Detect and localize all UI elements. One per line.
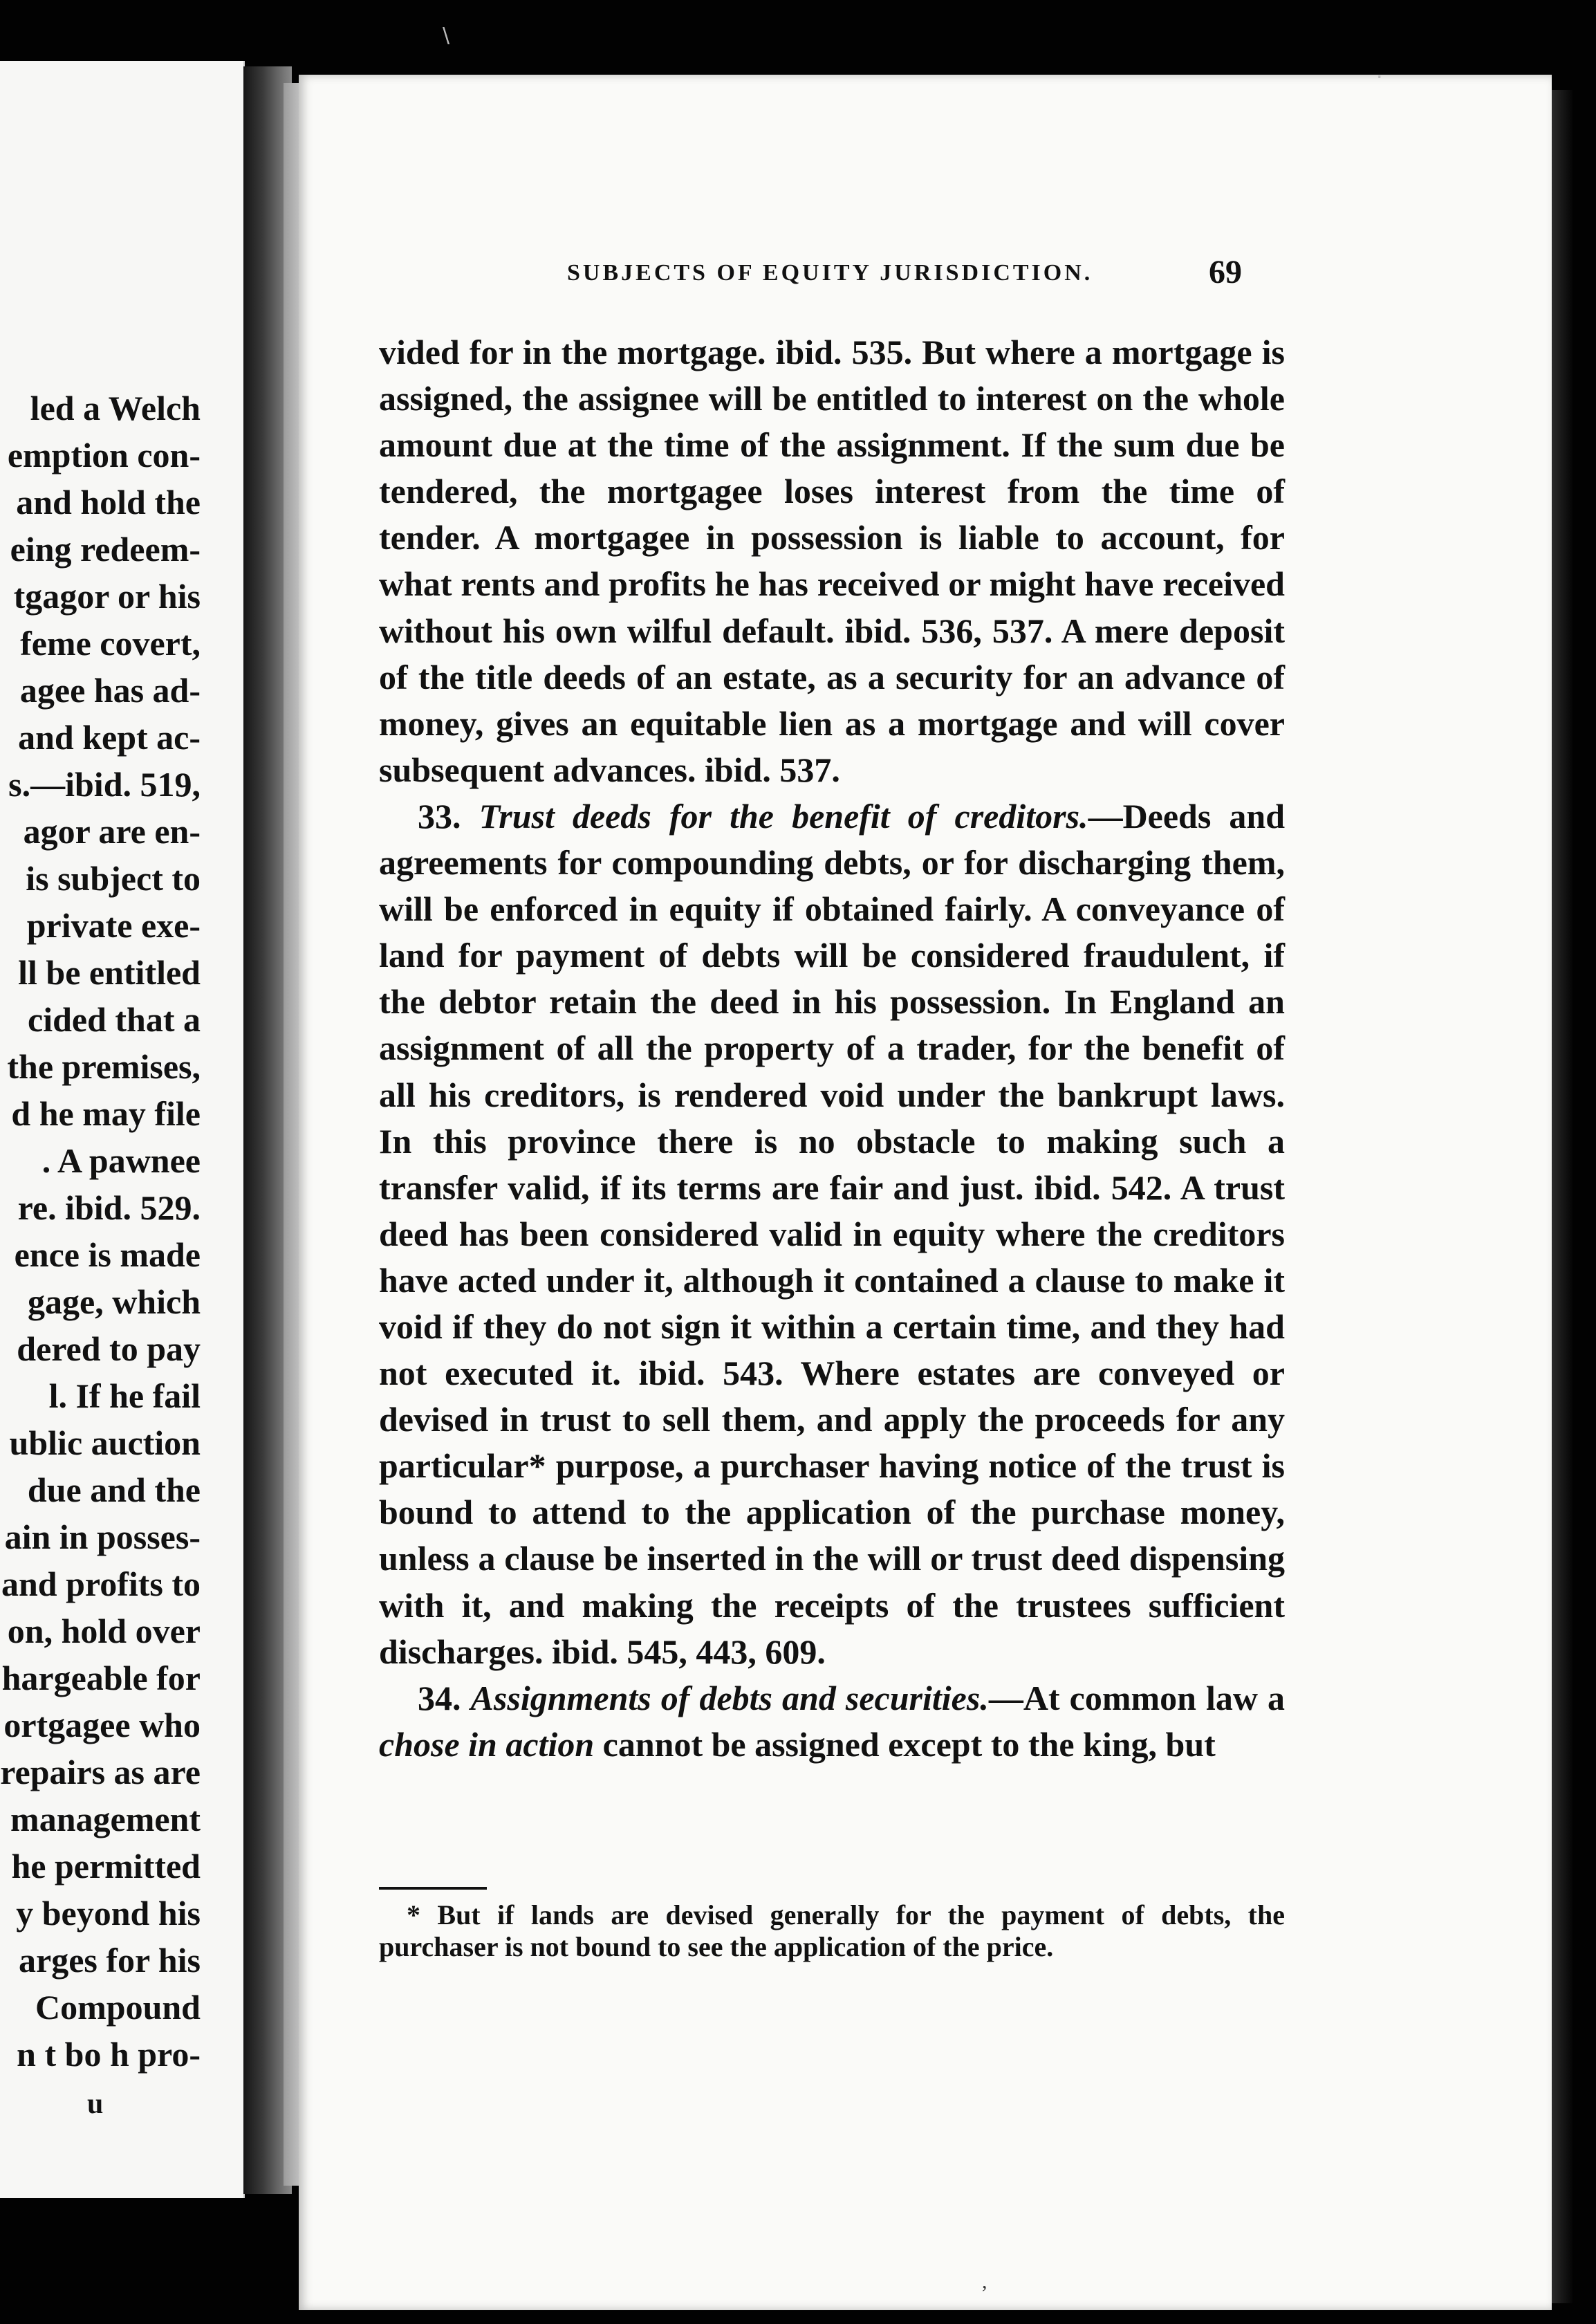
section-34	[379, 1675, 1285, 1768]
section-heading: Trust deeds for the benefit of creditors.	[479, 796, 1088, 836]
section-text: cannot be assigned except to the king, but	[594, 1724, 1216, 1764]
page-number: 69	[1209, 254, 1242, 290]
left-page-line: led a Welch	[30, 389, 201, 427]
left-page-line: hargeable for	[1, 1659, 201, 1697]
left-page-line: emption con-	[7, 436, 201, 474]
stray-mark: ,	[982, 2270, 987, 2293]
left-page-line: agee has ad-	[19, 671, 201, 710]
right-page-shadow	[1552, 90, 1572, 2303]
left-page-line: n t bo h pro-	[17, 2035, 201, 2074]
left-facing-page	[0, 61, 245, 2198]
left-page-line: dered to pay	[17, 1329, 201, 1368]
left-page-line: re. ibid. 529.	[17, 1188, 201, 1227]
left-page-signature-mark: u	[87, 2088, 104, 2120]
left-page-line: ain in posses-	[4, 1518, 201, 1556]
left-page-line: agor are en-	[23, 812, 201, 851]
left-page-line: Compound	[35, 1988, 201, 2027]
left-page-line: . A pawnee	[41, 1141, 201, 1180]
section-heading: Assignments of debts and securities.	[470, 1678, 989, 1717]
left-page-line: feme covert,	[20, 624, 201, 663]
left-page-line: d he may file	[11, 1094, 201, 1133]
left-page-line: the premises,	[7, 1047, 201, 1086]
left-page-line: ence is made	[14, 1235, 201, 1274]
left-page-line: gage, which	[28, 1282, 201, 1321]
left-page-line: management	[10, 1800, 201, 1838]
left-page-line: and profits to	[1, 1565, 201, 1603]
footnote-rule	[379, 1887, 487, 1890]
section-33	[379, 793, 1285, 1675]
left-page-line: and hold the	[16, 483, 201, 522]
latin-term: chose in action	[379, 1724, 595, 1764]
scan-speck: .	[1376, 59, 1383, 84]
section-text: —At common law a	[988, 1678, 1286, 1717]
left-page-line: repairs as are	[0, 1753, 201, 1791]
page-body	[379, 329, 1285, 1768]
left-page-line: cided that a	[28, 1000, 201, 1039]
left-page-line: y beyond his	[16, 1894, 201, 1933]
section-number: 34.	[418, 1678, 461, 1717]
left-page-line: on, hold over	[7, 1612, 201, 1650]
paragraph-mortgage-continued: vided for in the mortgage. ibid. 535. But where a mortgage is assigned, the assignee will be entitled to interest on the whole amount due at the time of the assignment. If the sum due be tendered, the mortgagee loses interest from the time of tender. A mortgagee in possession is liable to account, for what rents and profits he has received or might have received without his own wilful default. ibid. 536, 537. A mere deposit of the title deeds of an estate, as a security for an advance of money, gives an equitable lien as a mortgage and will cover subsequent advances. ibid. 537.	[379, 333, 1285, 789]
left-page-line: s.—ibid. 519,	[8, 765, 201, 804]
left-page-line: ortgagee who	[3, 1706, 201, 1744]
section-text: —Deeds and agreements for compounding debts, or for discharging them, will be enforced in equity if obtained fairly. A conveyance of land for payment of debts will be considered fraudulent, if the debtor retain the deed in his possession. In England an assignment of all the property of a trader, for the benefit of all his creditors, is rendered void under the bankrupt laws. In this province there is no obstacle to making such a transfer valid, if its terms are fair and just. ibid. 542. A trust deed has been considered valid in equity where the creditors have acted under it, although it contained a clause to make it void if they do not sign it within a certain time, and they had not executed it. ibid. 543. Where estates are conveyed or devised in trust to sell them, and apply the proceeds for any particular* purpose, a purchaser having notice of the trust is bound to attend to the application of the purchase money, unless a clause be inserted in the will or trust deed dispensing with it, and making the receipts of the trustees sufficient discharges. ibid. 545, 443, 609.	[379, 796, 1286, 1671]
left-page-line: he permitted	[11, 1847, 201, 1885]
left-page-line: ublic auction	[9, 1423, 201, 1462]
left-page-line: due and the	[27, 1470, 201, 1509]
left-page-line: tgagor or his	[13, 577, 201, 616]
left-page-line: arges for his	[19, 1941, 201, 1980]
running-title: SUBJECTS OF EQUITY JURISDICTION.	[567, 260, 1093, 286]
left-page-line: l. If he fail	[48, 1376, 201, 1415]
left-page-text	[0, 385, 201, 2078]
left-page-line: is subject to	[26, 859, 201, 898]
left-page-line: ll be entitled	[18, 953, 201, 992]
left-page-line: eing redeem-	[10, 530, 201, 569]
left-page-line: and kept ac-	[18, 718, 201, 757]
left-page-line: private exe-	[26, 906, 201, 945]
scan-speck: \	[443, 24, 450, 48]
footnote: * But if lands are devised generally for the payment of debts, the purchaser is not bound to see the application of the price.	[379, 1899, 1285, 1962]
section-number: 33.	[418, 796, 461, 836]
